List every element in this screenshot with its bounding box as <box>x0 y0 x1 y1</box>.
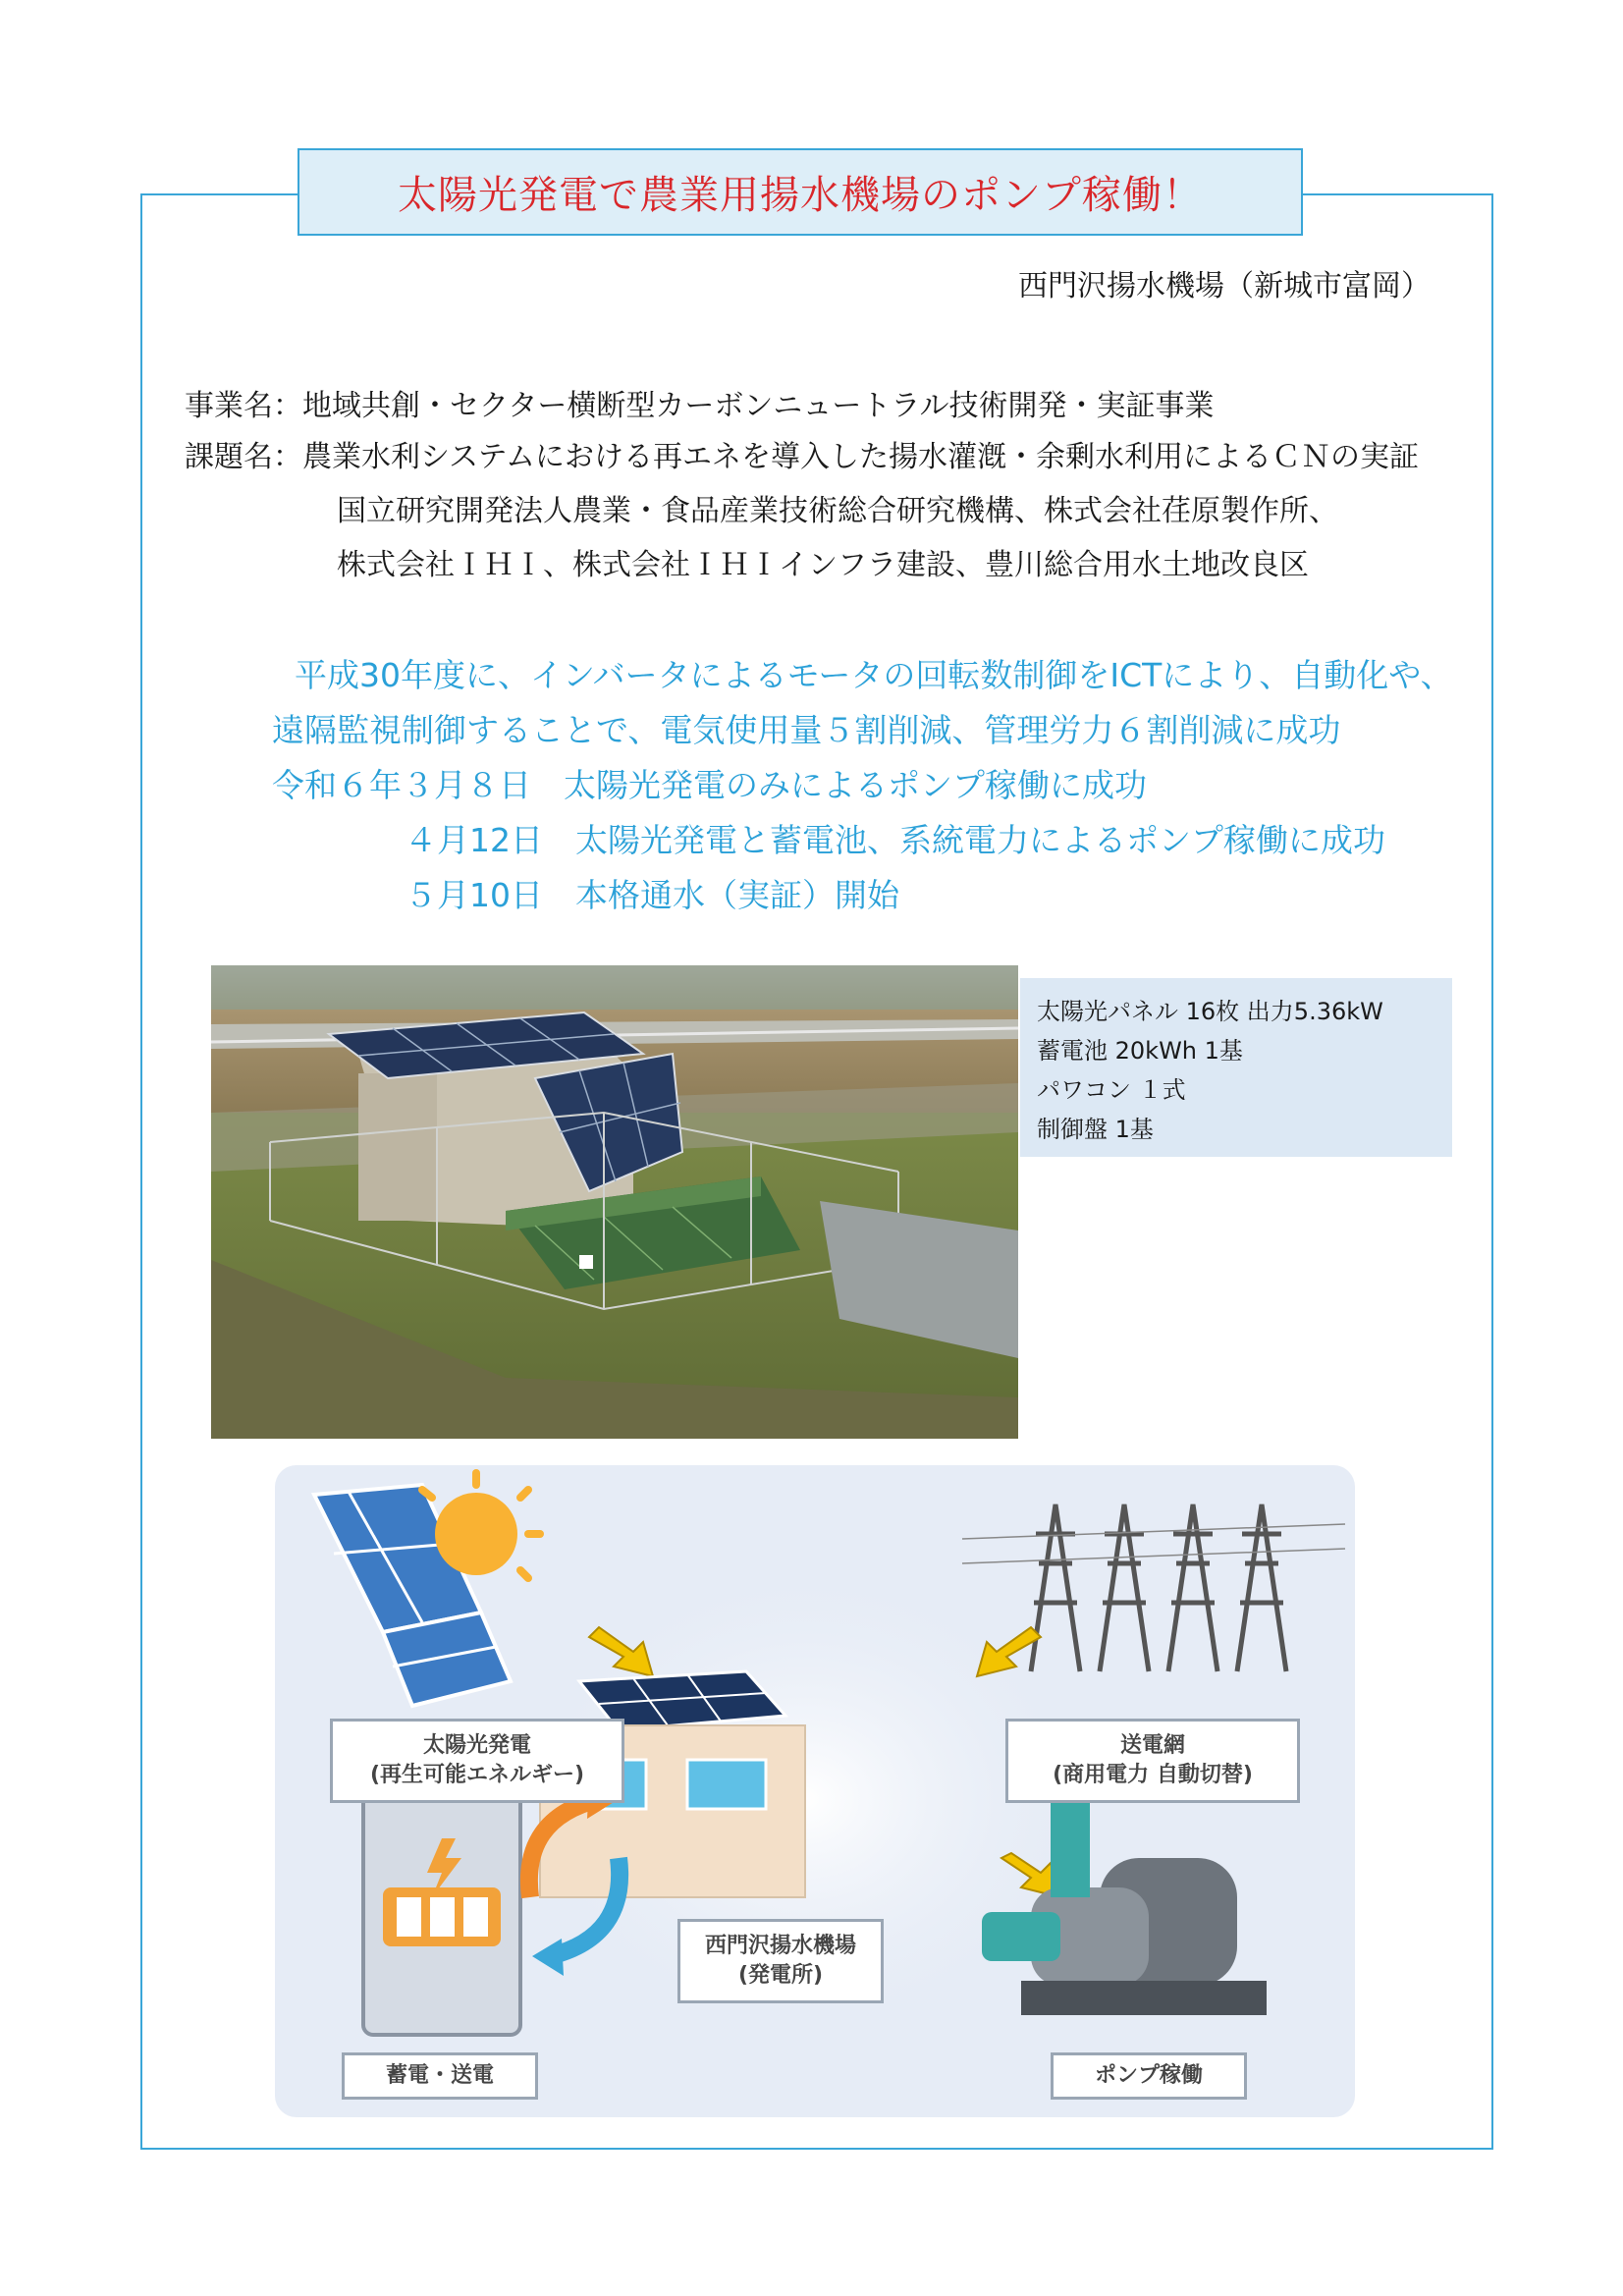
pump-station-label-title: 西門沢揚水機場 <box>704 1934 856 1958</box>
topic-name: 課題名：農業水利システムにおける再エネを導入した揚水灌漑・余剰水利用によるＣＮの実証 <box>185 440 1419 474</box>
pump-operation-label: ポンプ稼働 <box>1051 2052 1247 2100</box>
title-banner <box>298 148 1303 236</box>
solar-power-label-sub: (再生可能エネルギー) <box>369 1763 585 1787</box>
pump-station-label-sub: (発電所) <box>737 1963 824 1988</box>
system-diagram <box>275 1465 1355 2117</box>
site-photo <box>211 965 1018 1439</box>
battery-icon <box>363 1789 520 2035</box>
spec-solar-panels: 太陽光パネル 16枚 出力5.36kW <box>1037 998 1383 1025</box>
organizations-line-1: 国立研究開発法人農業・食品産業技術総合研究機構、株式会社荏原製作所、 <box>337 494 1338 528</box>
spec-battery: 蓄電池 20kWh 1基 <box>1037 1037 1243 1065</box>
spec-power-conditioner: パワコン １式 <box>1037 1076 1186 1104</box>
highlight-line-3: 令和６年３月８日 太陽光発電のみによるポンプ稼働に成功 <box>272 766 1147 804</box>
highlight-line-1: 平成30年度に、インバータによるモータの回転数制御をICTにより、自動化や、 <box>295 656 1453 694</box>
page-title: 太陽光発電で農業用揚水機場のポンプ稼働！ <box>398 173 1203 218</box>
solar-power-label-title: 太陽光発電 <box>422 1733 531 1758</box>
highlight-line-2: 遠隔監視制御することで、電気使用量５割削減、管理労力６割削減に成功 <box>272 711 1341 749</box>
power-grid-label-sub: (商用電力 自動切替) <box>1053 1763 1253 1787</box>
spec-control-panel: 制御盤 1基 <box>1037 1116 1154 1143</box>
specs-box <box>1020 978 1452 1157</box>
battery-label: 蓄電・送電 <box>342 2052 538 2100</box>
highlight-line-5: ５月10日 本格通水（実証）開始 <box>405 876 899 914</box>
organizations-line-2: 株式会社ＩＨＩ、株式会社ＩＨＩインフラ建設、豊川総合用水土地改良区 <box>337 548 1309 582</box>
business-name: 事業名：地域共創・セクター横断型カーボンニュートラル技術開発・実証事業 <box>185 389 1215 423</box>
location-label: 西門沢揚水機場（新城市富岡） <box>1018 269 1431 303</box>
highlight-line-4: ４月12日 太陽光発電と蓄電池、系統電力によるポンプ稼働に成功 <box>405 821 1385 859</box>
pump-station-label <box>677 1919 884 2003</box>
power-grid-label-title: 送電網 <box>1119 1733 1185 1758</box>
power-grid-label <box>1005 1719 1300 1803</box>
solar-power-label <box>330 1719 624 1803</box>
